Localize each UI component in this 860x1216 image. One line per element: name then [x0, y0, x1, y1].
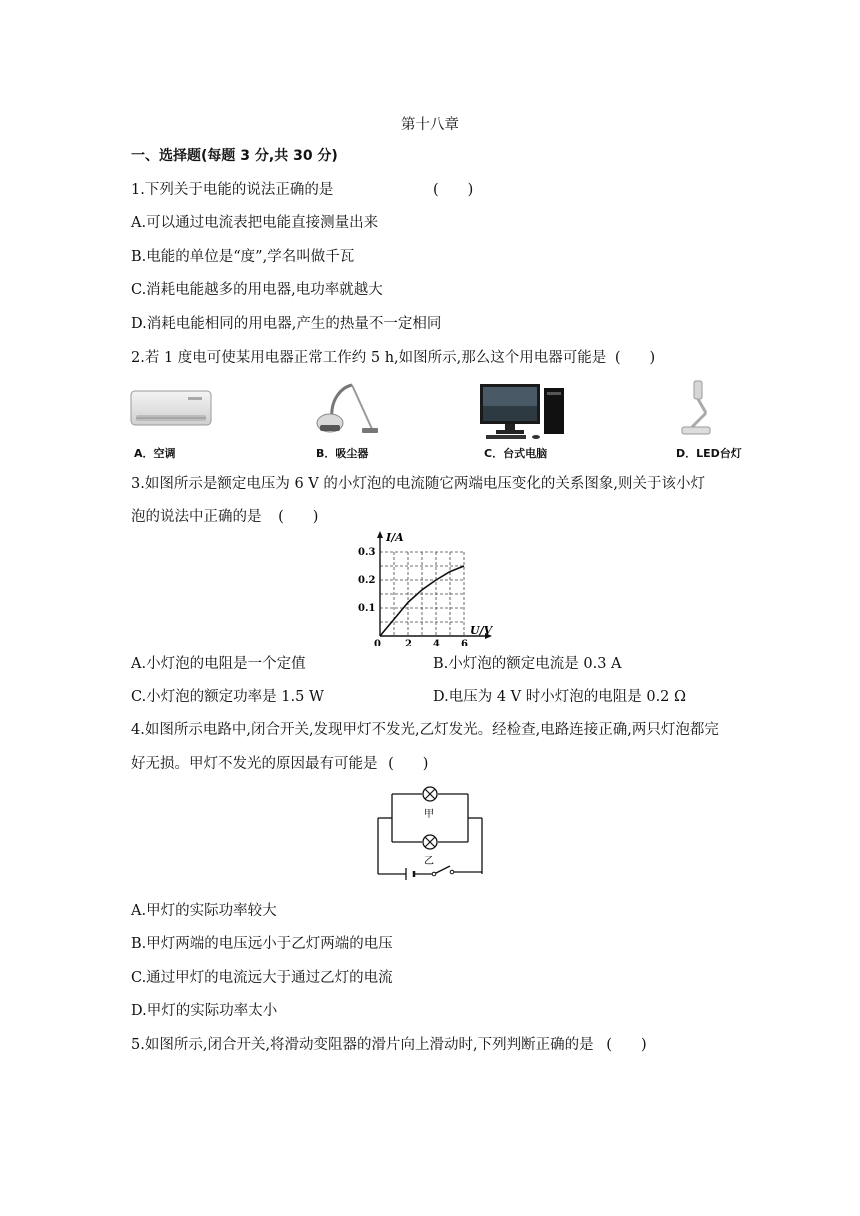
- chapter-title: 第十八章: [401, 117, 459, 133]
- chart-y-axis-arrow: [377, 531, 383, 538]
- question-2-text: 2.若 1 度电可使某用电器正常工作约 5 h,如图所示,那么这个用电器可能是: [131, 350, 607, 366]
- chart-x-tick-label: 0: [374, 639, 381, 646]
- question-5-answer-blank: ( ): [606, 1037, 647, 1053]
- question-1-stem: [131, 180, 474, 200]
- current-voltage-chart: [356, 528, 496, 646]
- question-1-option-a: A.可以通过电流表把电能直接测量出来: [131, 215, 379, 231]
- question-4-option-d: D.甲灯的实际功率太小: [131, 1003, 278, 1019]
- led-desk-lamp-icon: [678, 379, 722, 439]
- question-2-stem: [131, 348, 655, 368]
- vacuum-cleaner-icon: [312, 379, 380, 437]
- parallel-circuit-diagram: [372, 786, 488, 882]
- battery-icon: [406, 868, 414, 880]
- question-4-stem-line-2: [131, 754, 428, 774]
- chart-grid: [380, 552, 464, 636]
- appliance-label-a: A．空调: [134, 447, 176, 460]
- chart-x-axis-label: U/V: [470, 624, 493, 637]
- question-3-option-a: A.小灯泡的电阻是一个定值: [131, 656, 306, 672]
- question-4-option-a: A.甲灯的实际功率较大: [131, 903, 277, 919]
- air-conditioner-icon: [130, 389, 214, 433]
- chart-y-tick-label: 0.3: [358, 547, 376, 558]
- question-3-text: 泡的说法中正确的是: [131, 509, 262, 525]
- lamp-label-jia: 甲: [424, 809, 434, 820]
- question-1-option-d: D.消耗电能相同的用电器,产生的热量不一定相同: [131, 316, 442, 332]
- question-5-text: 5.如图所示,闭合开关,将滑动变阻器的滑片向上滑动时,下列判断正确的是: [131, 1037, 594, 1053]
- chart-series-line: [380, 566, 464, 636]
- chart-x-tick-label: 6: [461, 639, 468, 646]
- desktop-computer-icon: [478, 382, 568, 440]
- question-1-text: 1.下列关于电能的说法正确的是: [131, 182, 334, 198]
- question-3-stem-line-2: [131, 507, 318, 527]
- question-3-option-b: B.小灯泡的额定电流是 0.3 A: [433, 656, 622, 672]
- question-4-answer-blank: ( ): [388, 756, 429, 772]
- question-4-stem-line-1: 4.如图所示电路中,闭合开关,发现甲灯不发光,乙灯发光。经检查,电路连接正确,两只灯泡都完: [131, 722, 719, 738]
- chart-y-axis-label: I/A: [386, 531, 404, 544]
- chart-y-tick-label: 0.2: [358, 575, 376, 586]
- question-3-stem-line-1: 3.如图所示是额定电压为 6 V 的小灯泡的电流随它两端电压变化的关系图象,则关于该小灯: [131, 476, 705, 492]
- question-4-option-c: C.通过甲灯的电流远大于通过乙灯的电流: [131, 970, 393, 986]
- section-heading: 一、选择题(每题 3 分,共 30 分): [131, 148, 338, 164]
- chart-x-tick-label: 2: [405, 639, 412, 646]
- question-2-answer-blank: ( ): [614, 350, 656, 366]
- question-3-answer-blank: ( ): [278, 509, 319, 525]
- switch-icon: [432, 870, 454, 876]
- appliance-label-d: D．LED台灯: [676, 447, 742, 460]
- lamp-label-yi: 乙: [424, 856, 434, 867]
- lamp-jia-icon: [423, 787, 437, 801]
- question-4-option-b: B.甲灯两端的电压远小于乙灯两端的电压: [131, 936, 393, 952]
- chart-series: [380, 566, 464, 636]
- chart-x-tick-label: 4: [433, 639, 440, 646]
- question-4-text: 好无损。甲灯不发光的原因最有可能是: [131, 756, 378, 772]
- appliance-label-b: B．吸尘器: [316, 447, 369, 460]
- question-3-option-d: D.电压为 4 V 时小灯泡的电阻是 0.2 Ω: [433, 689, 687, 705]
- chart-y-tick-label: 0.1: [358, 603, 376, 614]
- question-3-option-c: C.小灯泡的额定功率是 1.5 W: [131, 689, 324, 705]
- chart-tick-labels: [358, 531, 494, 646]
- appliance-label-c: C．台式电脑: [484, 447, 548, 460]
- question-5-stem: [131, 1035, 647, 1055]
- question-1-answer-blank: ( ): [433, 182, 474, 198]
- question-1-option-b: B.电能的单位是“度”,学名叫做千瓦: [131, 249, 355, 265]
- question-1-option-c: C.消耗电能越多的用电器,电功率就越大: [131, 282, 383, 298]
- lamp-yi-icon: [423, 835, 437, 849]
